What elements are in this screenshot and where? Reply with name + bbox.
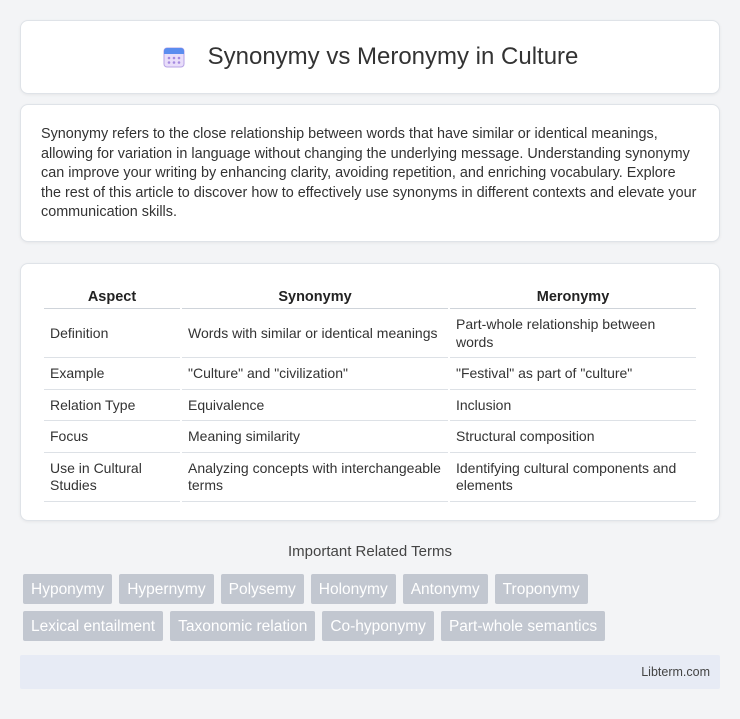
table-row — [44, 358, 696, 390]
table-cell: Use in Cultural Studies — [44, 453, 180, 502]
table-cell: Analyzing concepts with interchangeable terms — [182, 453, 448, 502]
header-meronymy: Meronymy — [450, 284, 696, 309]
table-header-row — [44, 284, 696, 309]
header-synonymy: Synonymy — [182, 284, 448, 309]
tag-co-hyponymy[interactable]: Co-hyponymy — [322, 611, 434, 641]
tag-holonymy[interactable]: Holonymy — [311, 574, 396, 604]
footer-site-link[interactable]: Libterm.com — [641, 665, 710, 679]
table-cell: Relation Type — [44, 390, 180, 422]
tag-polysemy[interactable]: Polysemy — [221, 574, 304, 604]
table-cell: "Culture" and "civilization" — [182, 358, 448, 390]
tag-antonymy[interactable]: Antonymy — [403, 574, 488, 604]
tag-troponymy[interactable]: Troponymy — [495, 574, 588, 604]
comparison-table — [42, 284, 698, 502]
footer — [20, 655, 720, 689]
tag-part-whole-semantics[interactable]: Part-whole semantics — [441, 611, 605, 641]
table-row — [44, 421, 696, 453]
page-title: Synonymy vs Meronymy in Culture — [207, 43, 579, 70]
intro-card — [20, 104, 720, 242]
related-terms-title: Important Related Terms — [288, 543, 452, 560]
table-row — [44, 309, 696, 358]
table-cell: Equivalence — [182, 390, 448, 422]
intro-paragraph: Synonymy refers to the close relationship between words that have similar or identical meanings, allowing for variation in language without changing the underlying message. Understanding synonymy can improve your writing by enhancing clarity, avoiding repetition, and enriching vocabulary. Explore the rest of this article to discover how to effectively use synonyms in different contexts and elevate your communication skills. — [41, 126, 697, 221]
calendar-icon — [162, 45, 186, 69]
table-cell: Meaning similarity — [182, 421, 448, 453]
table-cell: Words with similar or identical meanings — [182, 309, 448, 358]
table-cell: Example — [44, 358, 180, 390]
table-cell: Focus — [44, 421, 180, 453]
table-cell: Part-whole relationship between words — [450, 309, 696, 358]
table-cell: Definition — [44, 309, 180, 358]
table-cell: "Festival" as part of "culture" — [450, 358, 696, 390]
tag-lexical-entailment[interactable]: Lexical entailment — [23, 611, 163, 641]
tag-hypernymy[interactable]: Hypernymy — [119, 574, 213, 604]
header-card — [20, 20, 720, 94]
table-cell: Structural composition — [450, 421, 696, 453]
tag-hyponymy[interactable]: Hyponymy — [23, 574, 112, 604]
related-terms-tags — [23, 574, 723, 648]
tag-taxonomic-relation[interactable]: Taxonomic relation — [170, 611, 315, 641]
table-cell: Inclusion — [450, 390, 696, 422]
table-cell: Identifying cultural components and elements — [450, 453, 696, 502]
comparison-table-card — [20, 263, 720, 521]
table-row — [44, 390, 696, 422]
table-row — [44, 453, 696, 502]
header-aspect: Aspect — [44, 284, 180, 309]
